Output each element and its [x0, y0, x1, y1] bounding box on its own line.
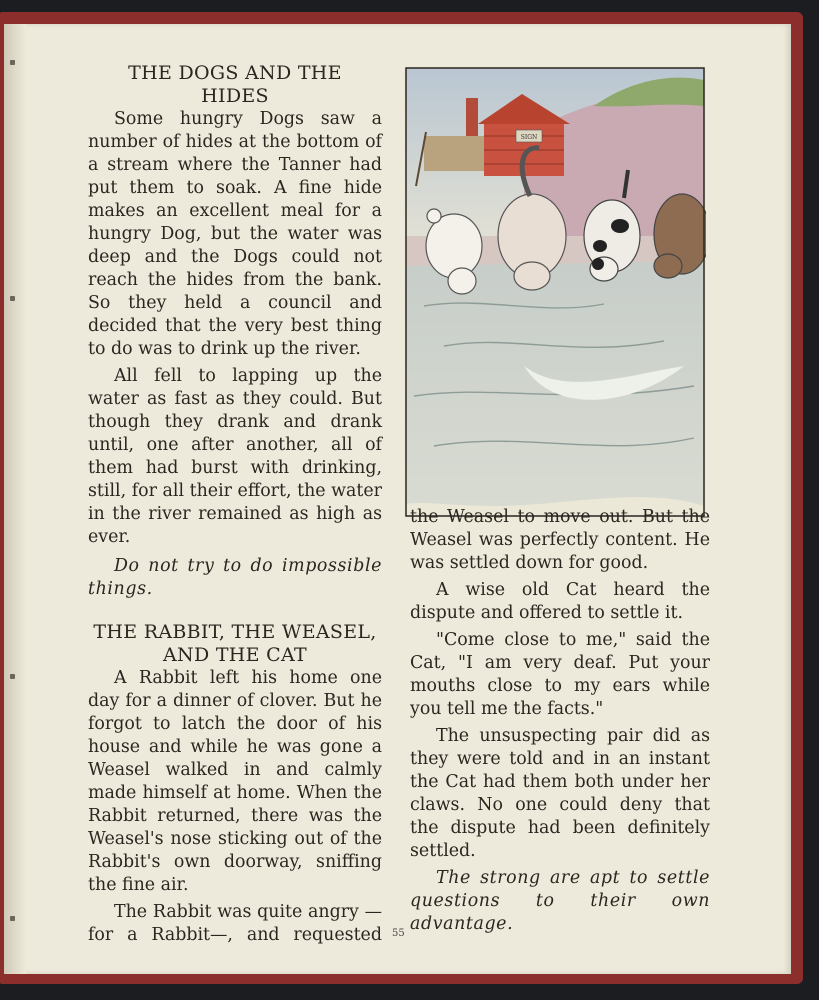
page-number: 55 [392, 928, 405, 939]
story2-paragraph-6: The unsuspecting pair did as they were told and in an instant the Cat had them both under her claws. No one could deny that the dispute had been definitely settled. [410, 726, 710, 861]
dogs-drinking-illustration [404, 66, 706, 518]
binding-stitch [10, 674, 15, 679]
brown-dog [654, 194, 706, 278]
story2-paragraph-3: the Weasel to move out. But the Weasel was perfectly content. He was settled down for good. [410, 507, 710, 573]
story2-paragraph-1: A Rabbit left his home one day for a dinner of clover. But he forgot to latch the door of his house and while he was gone a Weasel walked in and calmly made himself at home. When the Rabbit returned, there was the Weasel's nose sticking out of the Rabbit's own doorway, sniffing the fine air. [88, 668, 382, 895]
story2-paragraph-2: The Rabbit was quite angry —for a Rabbit—, and requested [88, 902, 382, 945]
book-page [4, 24, 791, 974]
binding-stitch [10, 296, 15, 301]
binding-stitch [10, 60, 15, 65]
right-column [410, 506, 710, 936]
story1-moral: Do not try to do impossible things. [88, 556, 382, 599]
story2-paragraph-5: "Come close to me," said the Cat, "I am very deaf. Put your mouths close to my ears while you tell me the facts." [410, 630, 710, 719]
story1-paragraph-1: Some hungry Dogs saw a number of hides at the bottom of a stream where the Tanner had put them to soak. A fine hide makes an excellent meal for a hungry Dog, but the water was deep and the Dogs could not reach the hides from the bank. So they held a council and decided that the very best thing to do was to drink up the river. [88, 109, 382, 359]
page-gutter [4, 24, 26, 974]
binding-stitch [10, 916, 15, 921]
left-column [88, 62, 382, 947]
story2-paragraph-4: A wise old Cat heard the dispute and offered to settle it. [410, 580, 710, 623]
story2-moral: The strong are apt to settle questions to their own advantage. [410, 868, 710, 934]
house-signboard: SIGN [520, 134, 538, 141]
story1-title: THE DOGS AND THE HIDES [128, 62, 342, 107]
story2-title: THE RABBIT, THE WEASEL, AND THE CAT [93, 621, 377, 666]
story1-paragraph-2: All fell to lapping up the water as fast as they could. But though they drank and drank until, one after another, all of them had burst with drinking, still, for all their effort, the water in the river remained as high as ever. [88, 366, 382, 547]
